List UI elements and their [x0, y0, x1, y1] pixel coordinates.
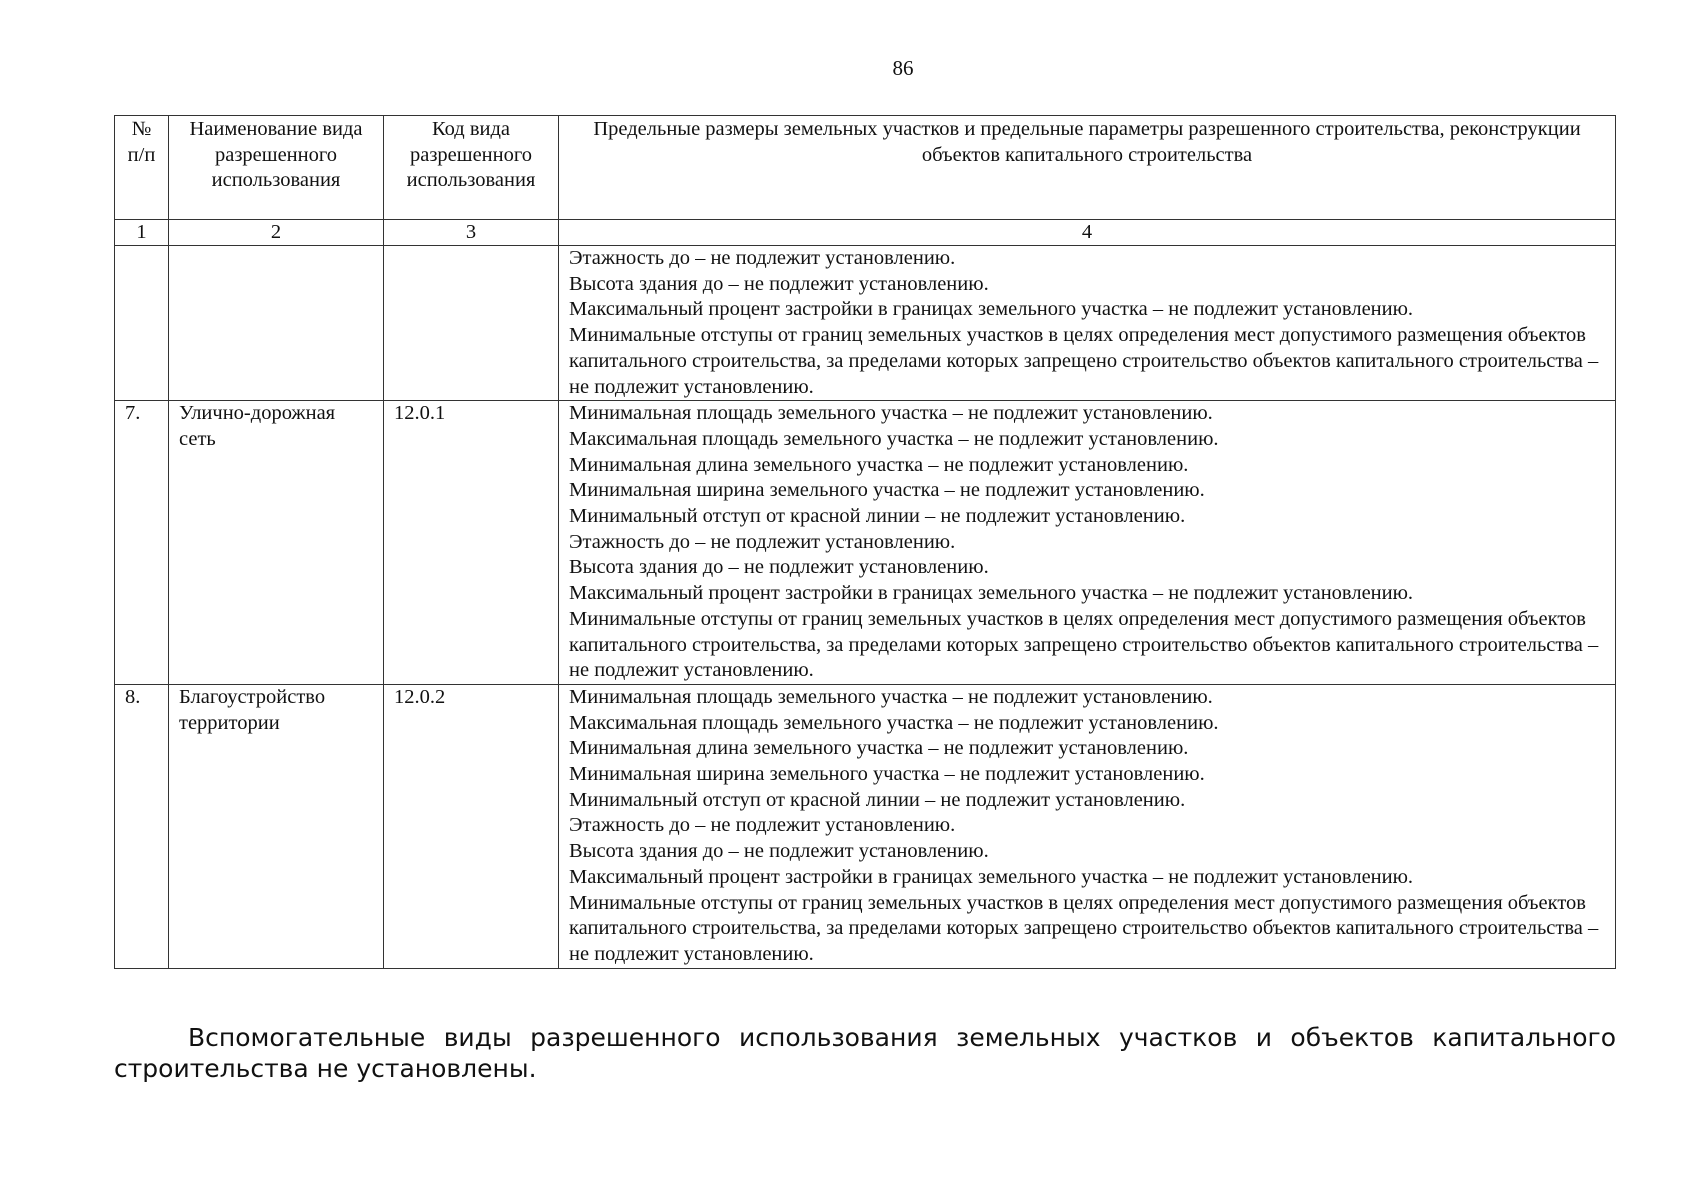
auxiliary-uses-note: Вспомогательные виды разрешенного использования земельных участков и объектов капитального строительства не установлены.	[114, 1023, 1616, 1083]
param-line: Высота здания до – не подлежит установлению.	[569, 840, 989, 863]
column-index-1: 1	[115, 220, 169, 246]
param-line: Максимальная площадь земельного участка – не подлежит установлению.	[569, 427, 1219, 450]
param-line: Минимальная длина земельного участка – не подлежит установлению.	[569, 737, 1189, 760]
param-line: Минимальная ширина земельного участка – не подлежит установлению.	[569, 479, 1205, 502]
param-line: Этажность до – не подлежит установлению.	[569, 814, 956, 837]
header-code: Код вида разрешенного использования	[384, 116, 559, 220]
param-line: Минимальная ширина земельного участка – не подлежит установлению.	[569, 763, 1205, 786]
table-header-row	[115, 116, 1616, 220]
row-code	[384, 246, 559, 401]
row-name: Благоустройство территории	[169, 684, 384, 968]
row-code: 12.0.2	[384, 684, 559, 968]
param-line: Высота здания до – не подлежит установлению.	[569, 272, 989, 295]
table-row-continued	[115, 246, 1616, 401]
row-num: 7.	[115, 401, 169, 685]
column-index-row	[115, 220, 1616, 246]
param-line: Минимальные отступы от границ земельных участков в целях определения мест допустимого размещения объектов капитального строительства, за пределами которых запрещено строительство объектов капитального строительства – не подлежит установлению.	[569, 324, 1599, 398]
header-params: Предельные размеры земельных участков и предельные параметры разрешенного строительства, реконструкции объектов капитального строительства	[559, 116, 1616, 220]
row-params	[559, 246, 1616, 401]
header-num: № п/п	[115, 116, 169, 220]
row-name: Улично-дорожная сеть	[169, 401, 384, 685]
table-row	[115, 684, 1616, 968]
param-line: Минимальные отступы от границ земельных участков в целях определения мест допустимого размещения объектов капитального строительства, за пределами которых запрещено строительство объектов капитального строительства – не подлежит установлению.	[569, 607, 1599, 682]
param-line: Минимальные отступы от границ земельных участков в целях определения мест допустимого размещения объектов капитального строительства, за пределами которых запрещено строительство объектов капитального строительства – не подлежит установлению.	[569, 891, 1599, 965]
column-index-3: 3	[384, 220, 559, 246]
row-num	[115, 246, 169, 401]
column-index-2: 2	[169, 220, 384, 246]
table-row	[115, 401, 1616, 685]
row-name	[169, 246, 384, 401]
param-line: Минимальный отступ от красной линии – не подлежит установлению.	[569, 505, 1186, 528]
row-code: 12.0.1	[384, 401, 559, 685]
param-line: Минимальный отступ от красной линии – не подлежит установлению.	[569, 788, 1186, 811]
param-line: Максимальный процент застройки в границах земельного участка – не подлежит установлению.	[569, 298, 1414, 321]
param-line: Этажность до – не подлежит установлению.	[569, 530, 956, 553]
row-params	[559, 684, 1616, 968]
param-line: Максимальный процент застройки в границах земельного участка – не подлежит установлению.	[569, 582, 1414, 605]
param-line: Минимальная площадь земельного участка – не подлежит установлению.	[569, 402, 1213, 425]
land-use-parameters-table	[114, 115, 1616, 969]
header-name: Наименование вида разрешенного использования	[169, 116, 384, 220]
page-number: 86	[892, 56, 914, 80]
param-line: Этажность до – не подлежит установлению.	[569, 247, 956, 269]
param-line: Минимальная площадь земельного участка – не подлежит установлению.	[569, 685, 1213, 708]
row-params	[559, 401, 1616, 685]
row-num: 8.	[115, 684, 169, 968]
param-line: Минимальная длина земельного участка – не подлежит установлению.	[569, 453, 1189, 476]
column-index-4: 4	[559, 220, 1616, 246]
param-line: Максимальный процент застройки в границах земельного участка – не подлежит установлению.	[569, 865, 1414, 888]
param-line: Максимальная площадь земельного участка – не подлежит установлению.	[569, 711, 1219, 734]
param-line: Высота здания до – не подлежит установлению.	[569, 556, 989, 579]
